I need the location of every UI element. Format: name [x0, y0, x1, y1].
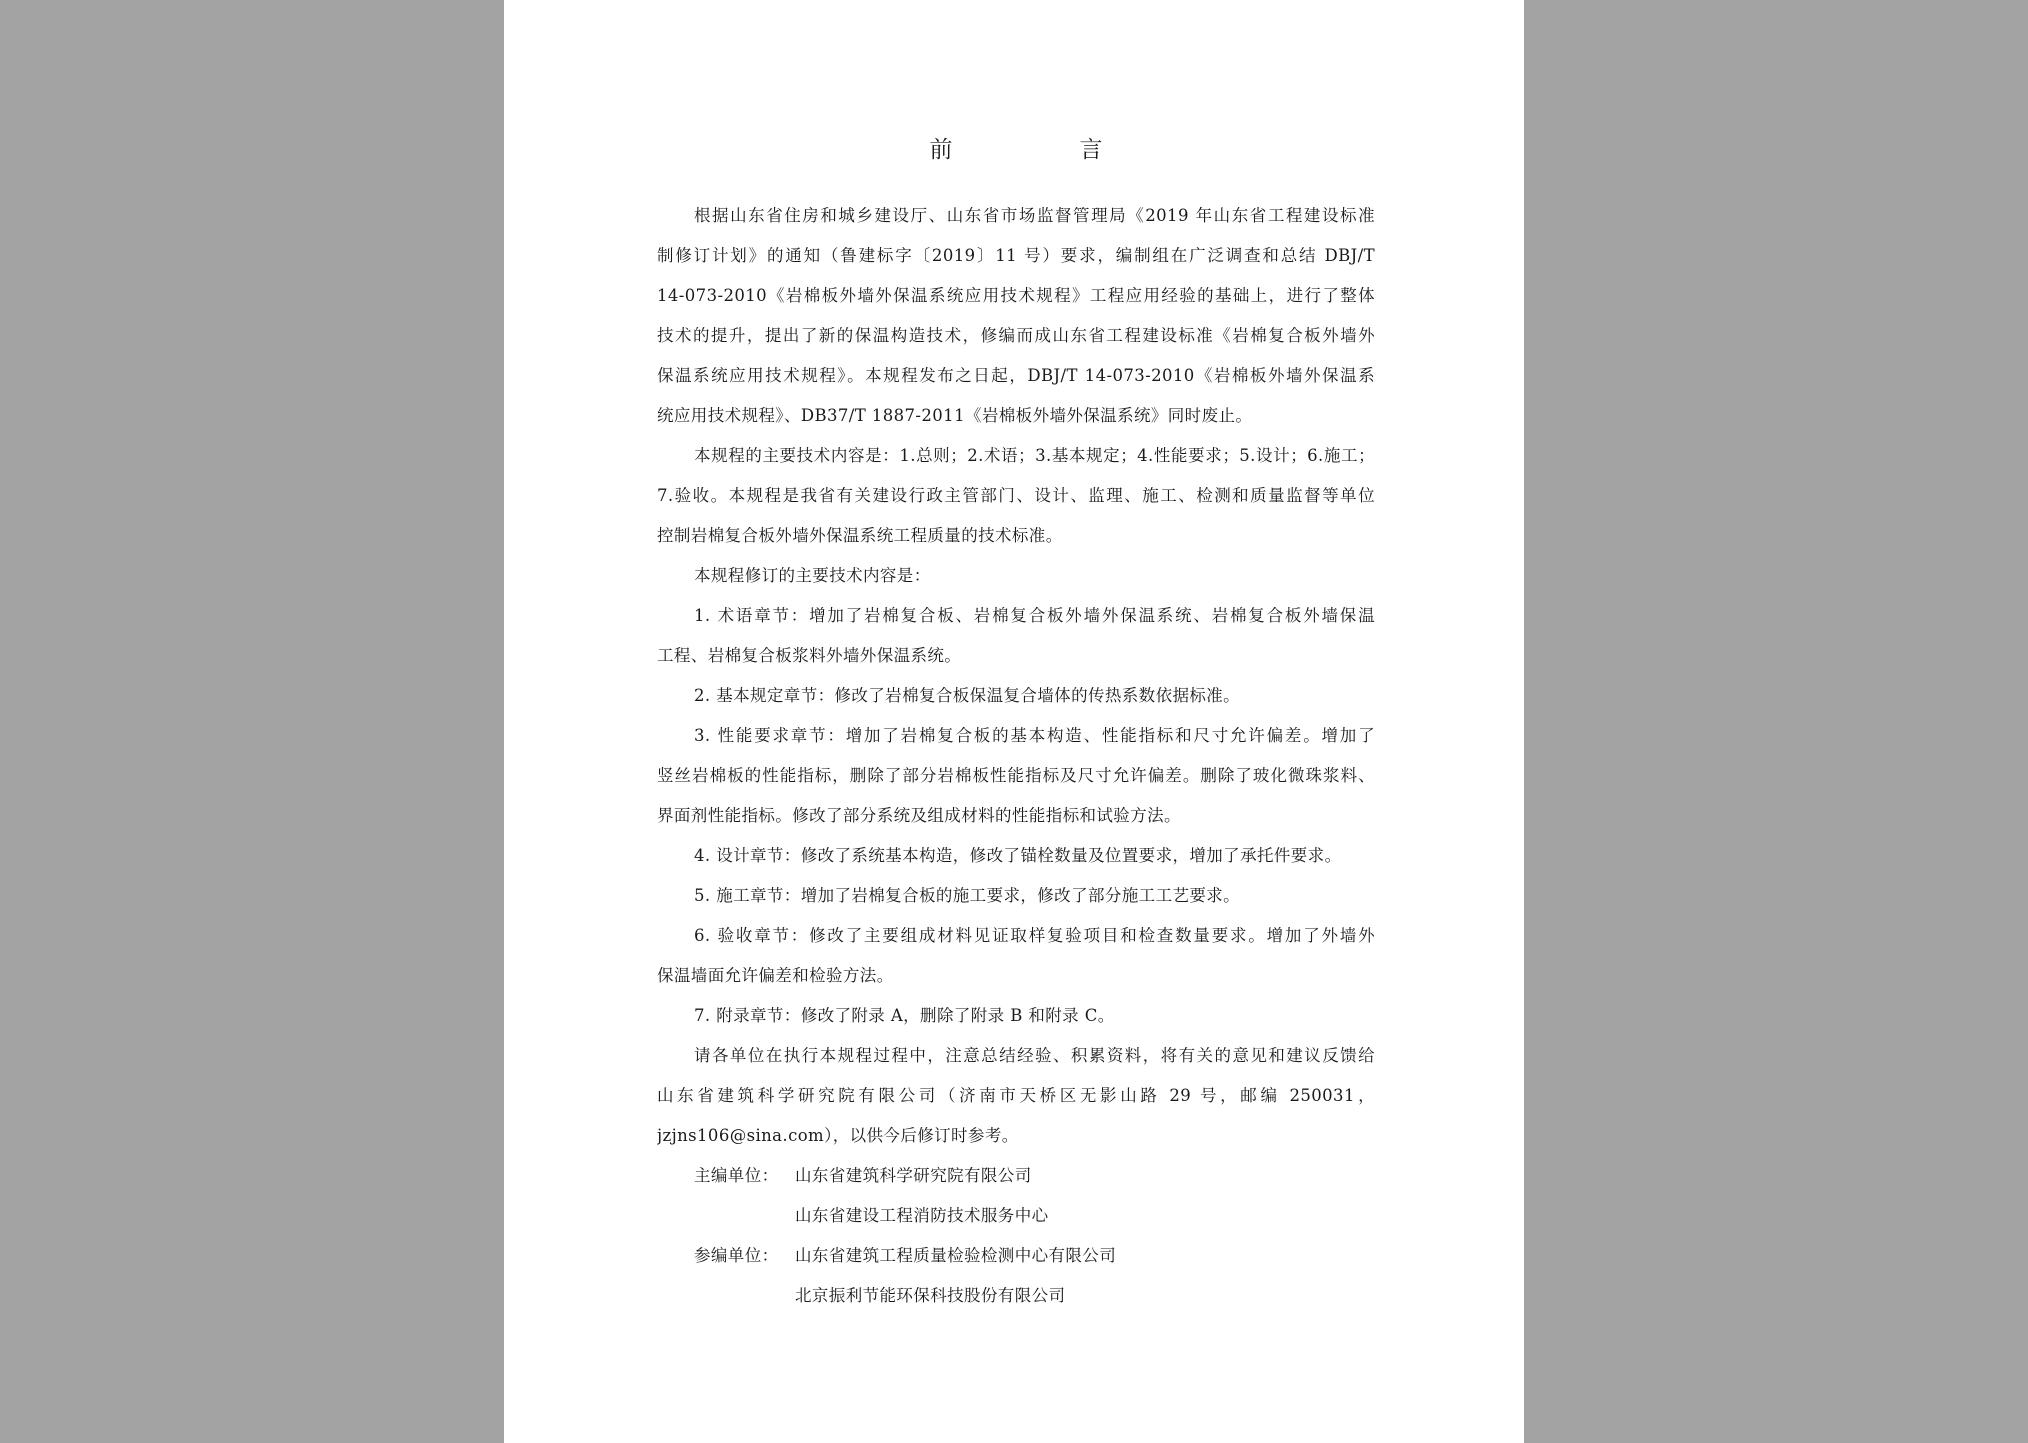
participating-unit-row	[657, 1276, 1375, 1316]
paragraph-line: 控制岩棉复合板外墙外保温系统工程质量的技术标准。	[657, 526, 1063, 545]
participating-unit-name: 北京振利节能环保科技股份有限公司	[795, 1286, 1066, 1305]
list-item-line: 界面剂性能指标。修改了部分系统及组成材料的性能指标和试验方法。	[657, 806, 1181, 825]
paragraph-line: 技术的提升，提出了新的保温构造技术，修编而成山东省工程建设标准《岩棉复合板外墙外	[657, 326, 1375, 345]
paragraph-line: 保温系统应用技术规程》。本规程发布之日起，DBJ/T 14-073-2010《岩棉板外墙外保温系	[657, 366, 1375, 385]
page-content	[657, 128, 1375, 1316]
paragraph-line: 本规程修订的主要技术内容是：	[694, 566, 931, 585]
unit-label-spacer	[657, 1196, 795, 1236]
paragraph-line: 制修订计划》的通知（鲁建标字〔2019〕11 号）要求，编制组在广泛调查和总结 DBJ/T	[657, 246, 1375, 265]
paragraph-line: 请各单位在执行本规程过程中，注意总结经验、积累资料，将有关的意见和建议反馈给	[694, 1046, 1375, 1065]
list-item-line: 6. 验收章节：修改了主要组成材料见证取样复验项目和检查数量要求。增加了外墙外	[694, 926, 1375, 945]
paragraph-line: jzjns106@sina.com），以供今后修订时参考。	[657, 1126, 1019, 1145]
paragraph-line: 统应用技术规程》、DB37/T 1887-2011《岩棉板外墙外保温系统》同时废止。	[657, 406, 1253, 425]
page-title: 前 言	[929, 137, 1155, 163]
chief-unit-row	[657, 1156, 1375, 1196]
chief-unit-name: 山东省建设工程消防技术服务中心	[795, 1206, 1049, 1225]
list-item-line: 1. 术语章节：增加了岩棉复合板、岩棉复合板外墙外保温系统、岩棉复合板外墙保温	[694, 606, 1375, 625]
list-item-line: 保温墙面允许偏差和检验方法。	[657, 966, 894, 985]
paragraph-line: 本规程的主要技术内容是：1.总则；2.术语；3.基本规定；4.性能要求；5.设计；6.施工；	[694, 446, 1375, 465]
chief-unit-row	[657, 1196, 1375, 1236]
participating-unit-row	[657, 1236, 1375, 1276]
chief-unit-label: 主编单位：	[694, 1166, 779, 1185]
list-item-line: 7. 附录章节：修改了附录 A，删除了附录 B 和附录 C。	[694, 1006, 1115, 1025]
list-item-line: 5. 施工章节：增加了岩棉复合板的施工要求，修改了部分施工工艺要求。	[694, 886, 1241, 905]
paragraph-line: 7.验收。本规程是我省有关建设行政主管部门、设计、监理、施工、检测和质量监督等单位	[657, 486, 1375, 505]
list-item-line: 竖丝岩棉板的性能指标，删除了部分岩棉板性能指标及尺寸允许偏差。删除了玻化微珠浆料、	[657, 766, 1375, 785]
participating-unit-label: 参编单位：	[694, 1246, 779, 1265]
list-item-line: 4. 设计章节：修改了系统基本构造，修改了锚栓数量及位置要求，增加了承托件要求。	[694, 846, 1342, 865]
participating-unit-name: 山东省建筑工程质量检验检测中心有限公司	[795, 1246, 1117, 1265]
paragraph-line: 山东省建筑科学研究院有限公司（济南市天桥区无影山路 29 号，邮编 250031，	[657, 1086, 1375, 1105]
list-item-line: 3. 性能要求章节：增加了岩棉复合板的基本构造、性能指标和尺寸允许偏差。增加了	[694, 726, 1375, 745]
unit-label-spacer	[657, 1276, 795, 1316]
list-item-line: 2. 基本规定章节：修改了岩棉复合板保温复合墙体的传热系数依据标准。	[694, 686, 1241, 705]
document-page	[504, 0, 1524, 1443]
list-item-line: 工程、岩棉复合板浆料外墙外保温系统。	[657, 646, 962, 665]
paragraph-line: 根据山东省住房和城乡建设厅、山东省市场监督管理局《2019 年山东省工程建设标准	[694, 206, 1375, 225]
paragraph-line: 14-073-2010《岩棉板外墙外保温系统应用技术规程》工程应用经验的基础上，进行了整体	[657, 286, 1375, 305]
chief-unit-name: 山东省建筑科学研究院有限公司	[795, 1166, 1032, 1185]
